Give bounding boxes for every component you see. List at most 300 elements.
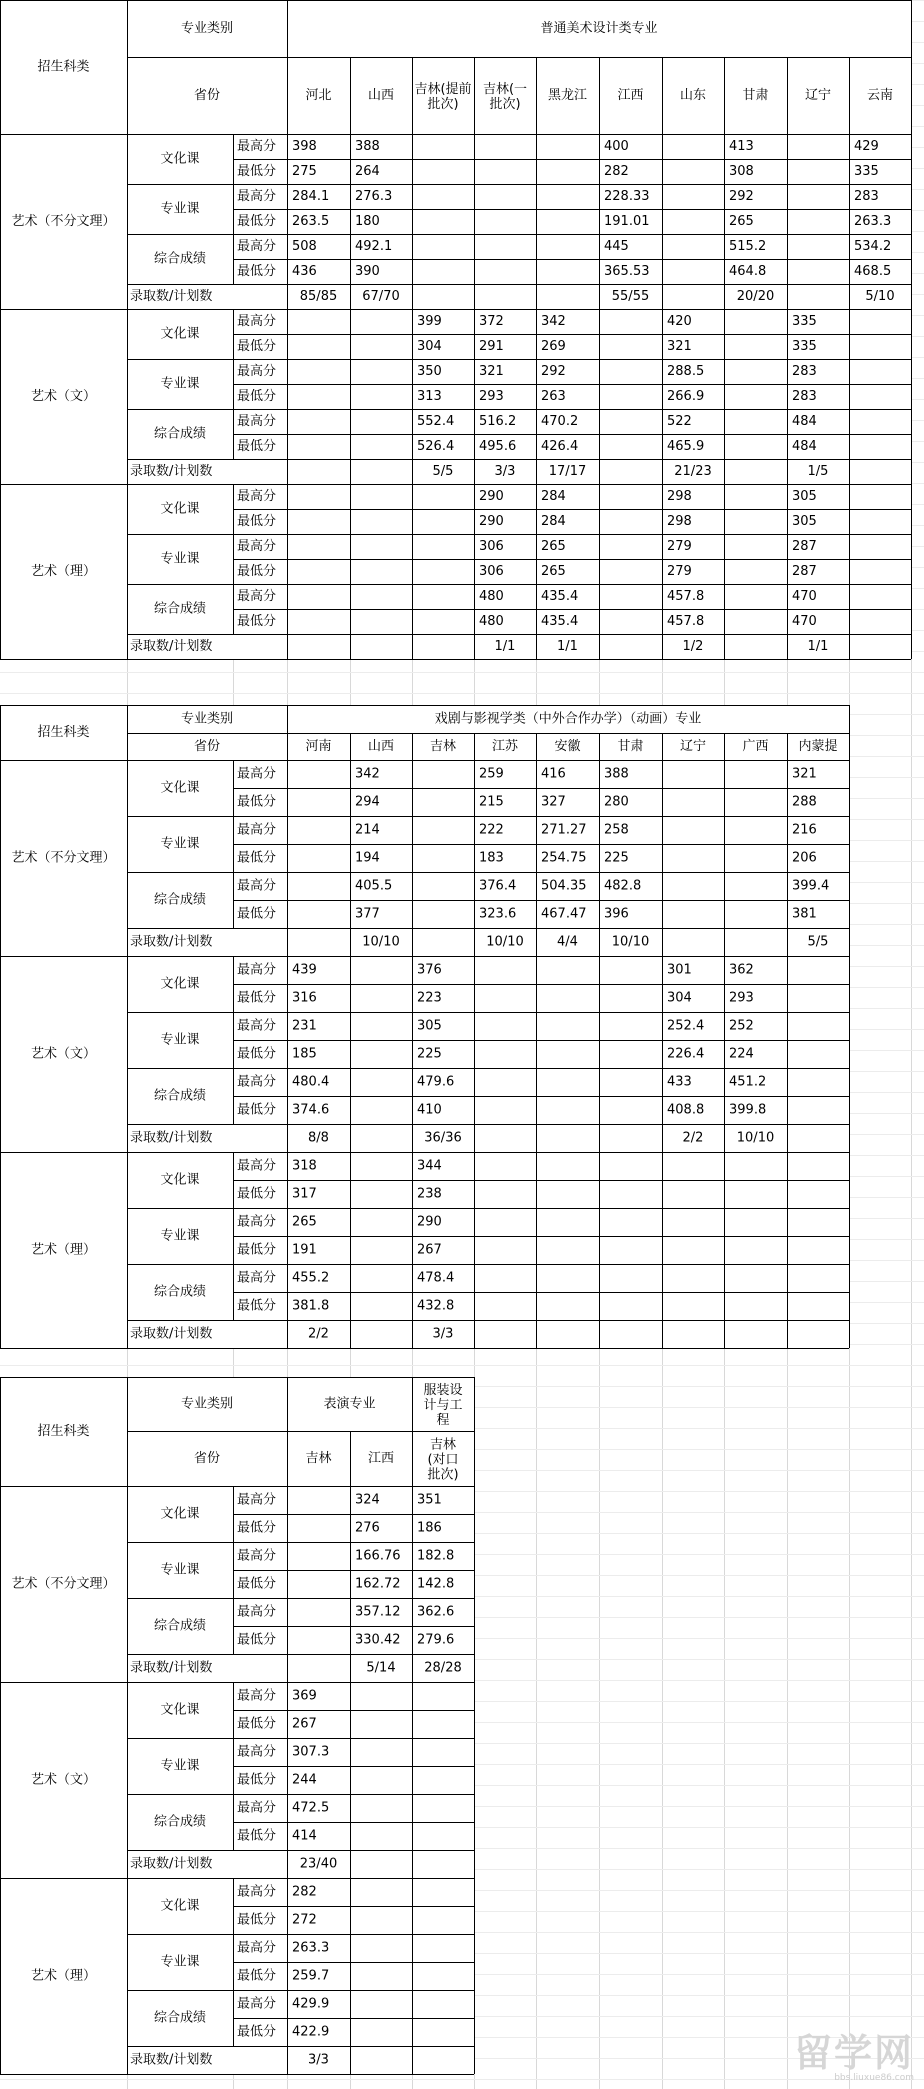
data-cell: 316 xyxy=(292,990,317,1006)
data-cell: 472.5 xyxy=(292,1800,330,1816)
data-cell: 305 xyxy=(417,1018,442,1034)
score-kind-label: 最低分 xyxy=(237,1772,277,1788)
data-cell: 413 xyxy=(729,139,754,154)
data-cell: 10/10 xyxy=(362,934,400,950)
score-kind-label: 最低分 xyxy=(237,1912,277,1928)
header-major-category: 专业类别 xyxy=(180,1396,234,1412)
data-cell: 225 xyxy=(417,1046,442,1062)
data-cell: 317 xyxy=(292,1186,317,1202)
score-kind-label: 最高分 xyxy=(237,489,277,504)
data-cell: 293 xyxy=(479,389,504,404)
data-cell: 321 xyxy=(792,766,817,782)
score-kind-label: 最低分 xyxy=(237,339,277,354)
data-cell: 330.42 xyxy=(355,1632,401,1648)
province-header: 山东 xyxy=(679,88,707,103)
group-title: 服装设计与工程 xyxy=(423,1383,463,1428)
data-cell: 265 xyxy=(729,214,754,229)
data-cell: 8/8 xyxy=(308,1130,329,1146)
data-cell: 422.9 xyxy=(292,2024,330,2040)
data-cell: 400 xyxy=(604,139,629,154)
data-cell: 279 xyxy=(667,564,692,579)
section-label: 艺术（不分文理） xyxy=(11,1576,116,1592)
score-kind-label: 最低分 xyxy=(237,264,277,279)
admission-label: 录取数/计划数 xyxy=(130,639,213,654)
data-cell: 287 xyxy=(792,564,817,579)
data-cell: 283 xyxy=(792,364,817,379)
data-cell: 307.3 xyxy=(292,1744,330,1760)
data-cell: 5/14 xyxy=(366,1660,396,1676)
data-cell: 362.6 xyxy=(417,1604,455,1620)
section-label: 艺术（文） xyxy=(30,1046,97,1062)
score-kind-label: 最高分 xyxy=(237,139,277,154)
data-cell: 522 xyxy=(667,414,692,429)
admission-label: 录取数/计划数 xyxy=(130,289,213,304)
subject-label: 综合成绩 xyxy=(153,601,207,617)
data-cell: 252.4 xyxy=(667,1018,705,1034)
subject-label: 文化课 xyxy=(160,1702,200,1718)
section-label: 艺术（理） xyxy=(30,564,97,579)
data-cell: 1/2 xyxy=(682,639,704,654)
header-major-category: 专业类别 xyxy=(180,21,234,36)
data-cell: 369 xyxy=(292,1688,317,1704)
score-kind-label: 最低分 xyxy=(237,1298,277,1314)
data-cell: 429 xyxy=(854,139,879,154)
data-cell: 225 xyxy=(604,850,629,866)
subject-label: 综合成绩 xyxy=(153,251,207,267)
data-cell: 480 xyxy=(479,589,504,604)
score-kind-label: 最低分 xyxy=(237,389,277,404)
data-cell: 429.9 xyxy=(292,1996,330,2012)
data-cell: 290 xyxy=(417,1214,442,1230)
data-cell: 223 xyxy=(417,990,442,1006)
data-cell: 350 xyxy=(417,364,442,379)
province-header: 山西 xyxy=(367,739,395,754)
watermark-logo xyxy=(794,2033,914,2083)
score-kind-label: 最低分 xyxy=(237,1968,277,1984)
data-cell: 252 xyxy=(729,1018,754,1034)
data-cell: 396 xyxy=(604,906,629,922)
score-kind-label: 最低分 xyxy=(237,1576,277,1592)
group-title: 普通美术设计类专业 xyxy=(540,21,658,36)
score-kind-label: 最低分 xyxy=(237,614,277,629)
header-major-category: 专业类别 xyxy=(180,711,234,727)
province-header: 江西 xyxy=(367,1451,395,1466)
data-cell: 263.3 xyxy=(292,1940,330,1956)
province-header: 吉林 xyxy=(305,1451,332,1466)
data-cell: 457.8 xyxy=(667,589,705,604)
data-cell: 23/40 xyxy=(299,1856,338,1872)
data-cell: 480.4 xyxy=(292,1074,330,1090)
score-kind-label: 最高分 xyxy=(237,1996,277,2012)
score-kind-label: 最高分 xyxy=(237,539,277,554)
data-cell: 263 xyxy=(541,389,566,404)
data-cell: 265 xyxy=(541,564,566,579)
data-cell: 186 xyxy=(417,1520,442,1536)
data-cell: 362 xyxy=(729,962,754,978)
score-kind-label: 最低分 xyxy=(237,1828,277,1844)
header-enroll-category: 招生科类 xyxy=(37,725,90,740)
section-label: 艺术（文） xyxy=(30,1772,97,1788)
data-cell: 342 xyxy=(541,314,566,329)
data-cell: 10/10 xyxy=(736,1130,775,1146)
data-cell: 280 xyxy=(604,794,629,810)
score-kind-label: 最高分 xyxy=(237,1800,277,1816)
data-cell: 288.5 xyxy=(667,364,705,379)
score-kind-label: 最高分 xyxy=(237,1688,277,1704)
data-cell: 504.35 xyxy=(541,878,587,894)
data-cell: 284 xyxy=(541,514,566,529)
subject-label: 文化课 xyxy=(160,1172,200,1188)
data-cell: 405.5 xyxy=(355,878,393,894)
data-cell: 335 xyxy=(854,164,879,179)
score-kind-label: 最高分 xyxy=(237,962,277,978)
data-cell: 433 xyxy=(667,1074,692,1090)
data-cell: 5/5 xyxy=(432,464,454,479)
section-label: 艺术（理） xyxy=(30,1242,97,1258)
data-cell: 372 xyxy=(479,314,504,329)
province-header: 吉林(提前批次) xyxy=(414,82,472,112)
data-cell: 420 xyxy=(667,314,692,329)
admission-label: 录取数/计划数 xyxy=(130,1660,213,1676)
data-cell: 4/4 xyxy=(557,934,578,950)
data-cell: 465.9 xyxy=(667,439,705,454)
section-label: 艺术（不分文理） xyxy=(11,850,116,866)
header-province: 省份 xyxy=(193,739,221,754)
data-cell: 185 xyxy=(292,1046,317,1062)
data-cell: 259.7 xyxy=(292,1968,330,1984)
score-kind-label: 最高分 xyxy=(237,414,277,429)
subject-label: 专业课 xyxy=(160,551,200,567)
subject-label: 综合成绩 xyxy=(153,1618,207,1634)
data-cell: 436 xyxy=(292,264,317,279)
data-cell: 335 xyxy=(792,339,817,354)
data-cell: 304 xyxy=(667,990,692,1006)
data-cell: 1/1 xyxy=(807,639,829,654)
score-kind-label: 最高分 xyxy=(237,766,277,782)
admission-label: 录取数/计划数 xyxy=(130,934,213,950)
data-cell: 376 xyxy=(417,962,442,978)
data-cell: 335 xyxy=(792,314,817,329)
data-cell: 414 xyxy=(292,1828,317,1844)
watermark-sub: bbs.liuxue86.com xyxy=(834,2073,914,2083)
data-cell: 276 xyxy=(355,1520,380,1536)
data-cell: 3/3 xyxy=(308,2052,329,2068)
score-kind-label: 最高分 xyxy=(237,878,277,894)
data-cell: 374.6 xyxy=(292,1102,330,1118)
data-cell: 381 xyxy=(792,906,817,922)
province-header: 内蒙提 xyxy=(798,739,838,754)
data-cell: 228.33 xyxy=(604,189,650,204)
section-label: 艺术（不分文理） xyxy=(11,214,116,229)
data-cell: 305 xyxy=(792,489,817,504)
admission-label: 录取数/计划数 xyxy=(130,1130,213,1146)
data-cell: 408.8 xyxy=(667,1102,705,1118)
province-header: 吉林(对口批次) xyxy=(427,1437,459,1483)
subject-label: 专业课 xyxy=(160,836,200,852)
province-header: 安徽 xyxy=(554,739,581,754)
province-header: 吉林(一批次) xyxy=(482,82,528,112)
score-kind-label: 最低分 xyxy=(237,1186,277,1202)
data-cell: 323.6 xyxy=(479,906,517,922)
province-header: 甘肃 xyxy=(742,88,769,103)
score-kind-label: 最低分 xyxy=(237,514,277,529)
subject-label: 专业课 xyxy=(160,1758,200,1774)
data-cell: 298 xyxy=(667,514,692,529)
score-kind-label: 最高分 xyxy=(237,589,277,604)
data-cell: 267 xyxy=(417,1242,442,1258)
data-cell: 515.2 xyxy=(729,239,767,254)
subject-label: 专业课 xyxy=(160,1032,200,1048)
score-kind-label: 最低分 xyxy=(237,1046,277,1062)
data-cell: 269 xyxy=(541,339,566,354)
data-cell: 85/85 xyxy=(299,289,338,304)
score-kind-label: 最高分 xyxy=(237,239,277,254)
subject-label: 文化课 xyxy=(160,976,200,992)
score-kind-label: 最低分 xyxy=(237,906,277,922)
data-cell: 455.2 xyxy=(292,1270,330,1286)
data-cell: 321 xyxy=(667,339,692,354)
data-cell: 1/1 xyxy=(557,639,578,654)
subject-label: 综合成绩 xyxy=(153,1284,207,1300)
data-cell: 2/2 xyxy=(308,1326,329,1342)
score-kind-label: 最低分 xyxy=(237,1716,277,1732)
data-cell: 495.6 xyxy=(479,439,517,454)
province-header: 山西 xyxy=(367,88,395,103)
data-cell: 398 xyxy=(292,139,317,154)
group-title: 戏剧与影视学类（中外合作办学）（动画）专业 xyxy=(434,711,702,727)
data-cell: 516.2 xyxy=(479,414,517,429)
data-cell: 435.4 xyxy=(541,589,579,604)
data-cell: 294 xyxy=(355,794,380,810)
data-cell: 479.6 xyxy=(417,1074,455,1090)
data-cell: 357.12 xyxy=(355,1604,401,1620)
group-title: 表演专业 xyxy=(323,1396,376,1412)
province-header: 辽宁 xyxy=(804,88,832,103)
data-cell: 287 xyxy=(792,539,817,554)
score-kind-label: 最低分 xyxy=(237,990,277,1006)
data-cell: 426.4 xyxy=(541,439,579,454)
score-kind-label: 最低分 xyxy=(237,439,277,454)
data-cell: 191 xyxy=(292,1242,317,1258)
subject-label: 综合成绩 xyxy=(153,426,207,442)
data-cell: 470 xyxy=(792,589,817,604)
data-cell: 306 xyxy=(479,564,504,579)
data-cell: 3/3 xyxy=(432,1326,454,1342)
province-header: 河南 xyxy=(305,739,332,754)
score-kind-label: 最低分 xyxy=(237,164,277,179)
data-cell: 216 xyxy=(792,822,817,838)
data-cell: 291 xyxy=(479,339,504,354)
watermark-main: 留学网 xyxy=(793,2031,914,2075)
province-header: 吉林 xyxy=(429,739,457,754)
data-cell: 21/23 xyxy=(674,464,712,479)
admission-label: 录取数/计划数 xyxy=(130,464,213,479)
data-cell: 194 xyxy=(355,850,380,866)
data-cell: 292 xyxy=(729,189,754,204)
data-cell: 445 xyxy=(604,239,629,254)
data-cell: 2/2 xyxy=(682,1130,704,1146)
data-cell: 301 xyxy=(667,962,692,978)
data-cell: 552.4 xyxy=(417,414,455,429)
data-cell: 484 xyxy=(792,414,817,429)
data-cell: 435.4 xyxy=(541,614,579,629)
subject-label: 专业课 xyxy=(160,1954,200,1970)
data-cell: 304 xyxy=(417,339,442,354)
score-kind-label: 最高分 xyxy=(237,364,277,379)
admission-label: 录取数/计划数 xyxy=(130,2052,213,2068)
data-cell: 351 xyxy=(417,1492,442,1508)
data-cell: 306 xyxy=(479,539,504,554)
data-cell: 342 xyxy=(355,766,380,782)
data-cell: 464.8 xyxy=(729,264,767,279)
data-cell: 206 xyxy=(792,850,817,866)
data-cell: 180 xyxy=(355,214,380,229)
subject-label: 文化课 xyxy=(160,780,200,796)
subject-label: 文化课 xyxy=(160,1898,200,1914)
subject-label: 专业课 xyxy=(160,201,200,217)
data-cell: 272 xyxy=(292,1912,317,1928)
score-kind-label: 最低分 xyxy=(237,2024,277,2040)
score-kind-label: 最高分 xyxy=(237,189,277,204)
subject-label: 文化课 xyxy=(160,326,200,342)
score-kind-label: 最高分 xyxy=(237,1604,277,1620)
data-cell: 388 xyxy=(355,139,380,154)
score-kind-label: 最高分 xyxy=(237,1158,277,1174)
data-cell: 283 xyxy=(792,389,817,404)
score-kind-label: 最高分 xyxy=(237,1074,277,1090)
score-kind-label: 最低分 xyxy=(237,1102,277,1118)
score-kind-label: 最高分 xyxy=(237,1018,277,1034)
province-header: 辽宁 xyxy=(679,739,707,754)
data-cell: 457.8 xyxy=(667,614,705,629)
data-cell: 267 xyxy=(292,1716,317,1732)
data-cell: 166.76 xyxy=(355,1548,401,1564)
data-cell: 468.5 xyxy=(854,264,892,279)
data-cell: 226.4 xyxy=(667,1046,705,1062)
data-cell: 388 xyxy=(604,766,629,782)
subject-label: 综合成绩 xyxy=(153,1814,207,1830)
data-cell: 279.6 xyxy=(417,1632,455,1648)
data-cell: 182.8 xyxy=(417,1548,455,1564)
data-cell: 484 xyxy=(792,439,817,454)
data-cell: 290 xyxy=(479,514,504,529)
data-cell: 17/17 xyxy=(548,464,587,479)
data-cell: 399 xyxy=(417,314,442,329)
score-kind-label: 最低分 xyxy=(237,1520,277,1536)
data-cell: 508 xyxy=(292,239,317,254)
data-cell: 214 xyxy=(355,822,380,838)
data-cell: 318 xyxy=(292,1158,317,1174)
data-cell: 526.4 xyxy=(417,439,455,454)
data-cell: 142.8 xyxy=(417,1576,455,1592)
subject-label: 综合成绩 xyxy=(153,892,207,908)
data-cell: 381.8 xyxy=(292,1298,330,1314)
data-cell: 344 xyxy=(417,1158,442,1174)
data-cell: 492.1 xyxy=(355,239,393,254)
data-cell: 399.8 xyxy=(729,1102,767,1118)
subject-label: 专业课 xyxy=(160,376,200,392)
data-cell: 258 xyxy=(604,822,629,838)
data-cell: 284.1 xyxy=(292,189,330,204)
data-cell: 365.53 xyxy=(604,264,650,279)
data-cell: 28/28 xyxy=(424,1660,462,1676)
subject-label: 文化课 xyxy=(160,1506,200,1522)
data-cell: 308 xyxy=(729,164,754,179)
subject-label: 专业课 xyxy=(160,1228,200,1244)
data-cell: 10/10 xyxy=(486,934,524,950)
data-cell: 327 xyxy=(541,794,566,810)
data-cell: 215 xyxy=(479,794,504,810)
data-cell: 265 xyxy=(541,539,566,554)
data-cell: 183 xyxy=(479,850,504,866)
score-kind-label: 最高分 xyxy=(237,314,277,329)
province-header: 江西 xyxy=(617,88,644,103)
data-cell: 36/36 xyxy=(424,1130,462,1146)
data-cell: 276.3 xyxy=(355,189,393,204)
data-cell: 390 xyxy=(355,264,380,279)
data-cell: 224 xyxy=(729,1046,754,1062)
score-kind-label: 最高分 xyxy=(237,822,277,838)
data-cell: 416 xyxy=(541,766,566,782)
header-enroll-category: 招生科类 xyxy=(37,1424,90,1439)
score-kind-label: 最低分 xyxy=(237,794,277,810)
data-cell: 238 xyxy=(417,1186,442,1202)
data-cell: 265 xyxy=(292,1214,317,1230)
score-kind-label: 最低分 xyxy=(237,850,277,866)
data-cell: 5/10 xyxy=(865,289,895,304)
data-cell: 222 xyxy=(479,822,504,838)
data-cell: 377 xyxy=(355,906,380,922)
score-kind-label: 最高分 xyxy=(237,1270,277,1286)
score-kind-label: 最高分 xyxy=(237,1492,277,1508)
province-header: 江苏 xyxy=(491,739,519,754)
data-cell: 1/5 xyxy=(807,464,829,479)
data-cell: 10/10 xyxy=(611,934,650,950)
section-label: 艺术（文） xyxy=(30,389,97,404)
data-cell: 55/55 xyxy=(611,289,650,304)
data-cell: 534.2 xyxy=(854,239,892,254)
data-cell: 298 xyxy=(667,489,692,504)
section-label: 艺术（理） xyxy=(30,1968,97,1984)
admission-label: 录取数/计划数 xyxy=(130,1326,213,1342)
province-header: 黑龙江 xyxy=(547,88,588,103)
header-province: 省份 xyxy=(193,1451,221,1466)
data-cell: 376.4 xyxy=(479,878,517,894)
data-cell: 313 xyxy=(417,389,442,404)
data-cell: 263.5 xyxy=(292,214,330,229)
data-cell: 288 xyxy=(792,794,817,810)
province-header: 河北 xyxy=(305,88,332,103)
data-cell: 284 xyxy=(541,489,566,504)
data-cell: 20/20 xyxy=(736,289,775,304)
data-cell: 399.4 xyxy=(792,878,830,894)
data-cell: 5/5 xyxy=(807,934,829,950)
score-kind-label: 最高分 xyxy=(237,1548,277,1564)
score-kind-label: 最高分 xyxy=(237,1884,277,1900)
data-cell: 321 xyxy=(479,364,504,379)
data-cell: 67/70 xyxy=(362,289,400,304)
score-kind-label: 最低分 xyxy=(237,564,277,579)
data-cell: 279 xyxy=(667,539,692,554)
data-cell: 480 xyxy=(479,614,504,629)
score-kind-label: 最低分 xyxy=(237,1632,277,1648)
data-cell: 263.3 xyxy=(854,214,892,229)
data-cell: 3/3 xyxy=(494,464,516,479)
data-cell: 275 xyxy=(292,164,317,179)
data-cell: 231 xyxy=(292,1018,317,1034)
data-cell: 292 xyxy=(541,364,566,379)
data-cell: 282 xyxy=(292,1884,317,1900)
